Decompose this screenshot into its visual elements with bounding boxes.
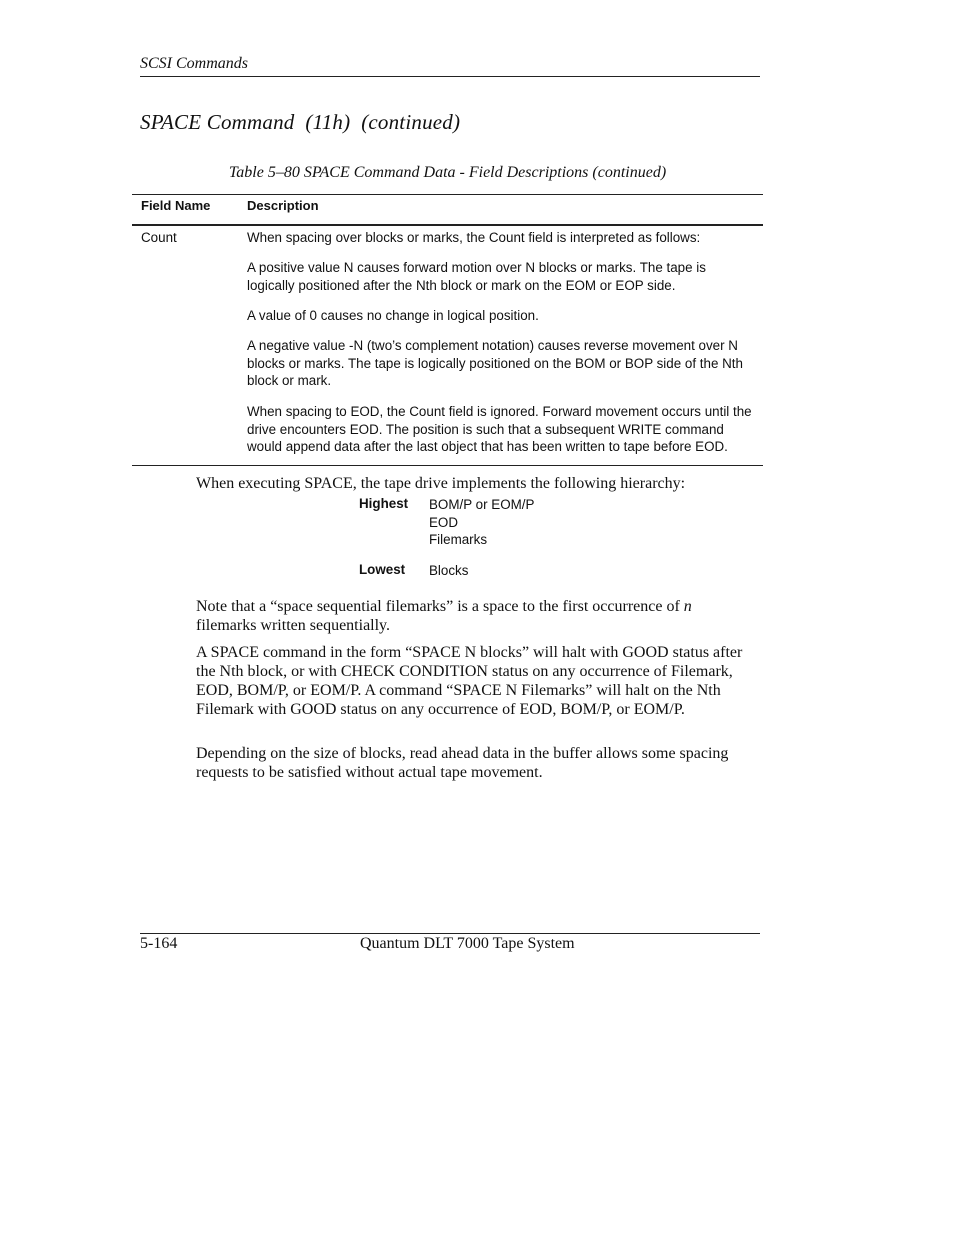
header-rule [140, 76, 760, 77]
hierarchy-intro: When executing SPACE, the tape drive implements the following hierarchy: [196, 475, 686, 492]
running-head: SCSI Commands [140, 55, 249, 72]
hierarchy-item: EOD [429, 515, 459, 530]
description-paragraph: When spacing to EOD, the Count field is ignored. Forward movement occurs until the drive encounters EOD. The position is such that a subsequent WRITE command would append data after the last object that has been written to tape before EOD. [247, 404, 752, 454]
footer-title: Quantum DLT 7000 Tape System [360, 935, 575, 952]
column-header-description: Description [247, 198, 319, 213]
space-halt-paragraph: A SPACE command in the form “SPACE N blocks” will halt with GOOD status after the Nth block, or with CHECK CONDITION status on any occurrence of Filemark, EOD, BOM/P, or EOM/P. A command “SPACE N Filemarks” will halt on the Nth Filemark with GOOD status on any occurrence of EOD, BOM/P, or EOM/P. [196, 644, 743, 718]
hierarchy-item: Blocks [429, 563, 469, 578]
section-title: SPACE Command (11h) (continued) [140, 110, 461, 134]
hierarchy-item: Filemarks [429, 532, 488, 547]
table-caption: Table 5–80 SPACE Command Data - Field Descriptions (continued) [228, 164, 667, 181]
note-variable: n [683, 598, 692, 615]
hierarchy-item: BOM/P or EOM/P [429, 497, 535, 512]
column-header-field-name: Field Name [141, 198, 211, 213]
description-paragraph: A negative value -N (two’s complement notation) causes reverse movement over N blocks or marks. The tape is logically positioned on the BOM or BOP side of the Nth block or mark. [247, 338, 743, 388]
footer-rule [140, 933, 760, 934]
filemarks-note [196, 597, 751, 635]
note-text: Note that a “space sequential filemarks” is a space to the first occurrence of [196, 598, 684, 615]
hierarchy-lowest-label: Lowest [359, 562, 406, 577]
field-name-cell: Count [141, 230, 177, 245]
read-ahead-paragraph: Depending on the size of blocks, read ahead data in the buffer allows some spacing requests to be satisfied without actual tape movement. [196, 745, 729, 781]
description-paragraph: A positive value N causes forward motion over N blocks or marks. The tape is logically positioned after the Nth block or mark on the EOM or EOP side. [247, 260, 706, 293]
description-paragraph: When spacing over blocks or marks, the Count field is interpreted as follows: [247, 230, 701, 245]
note-text-end: filemarks written sequentially. [196, 617, 391, 634]
table-header-rule [132, 224, 763, 226]
hierarchy-highest-label: Highest [359, 496, 409, 511]
table-bottom-rule [132, 465, 763, 466]
page-number: 5-164 [140, 935, 178, 952]
table-top-rule [132, 194, 763, 195]
description-paragraph: A value of 0 causes no change in logical position. [247, 308, 539, 323]
